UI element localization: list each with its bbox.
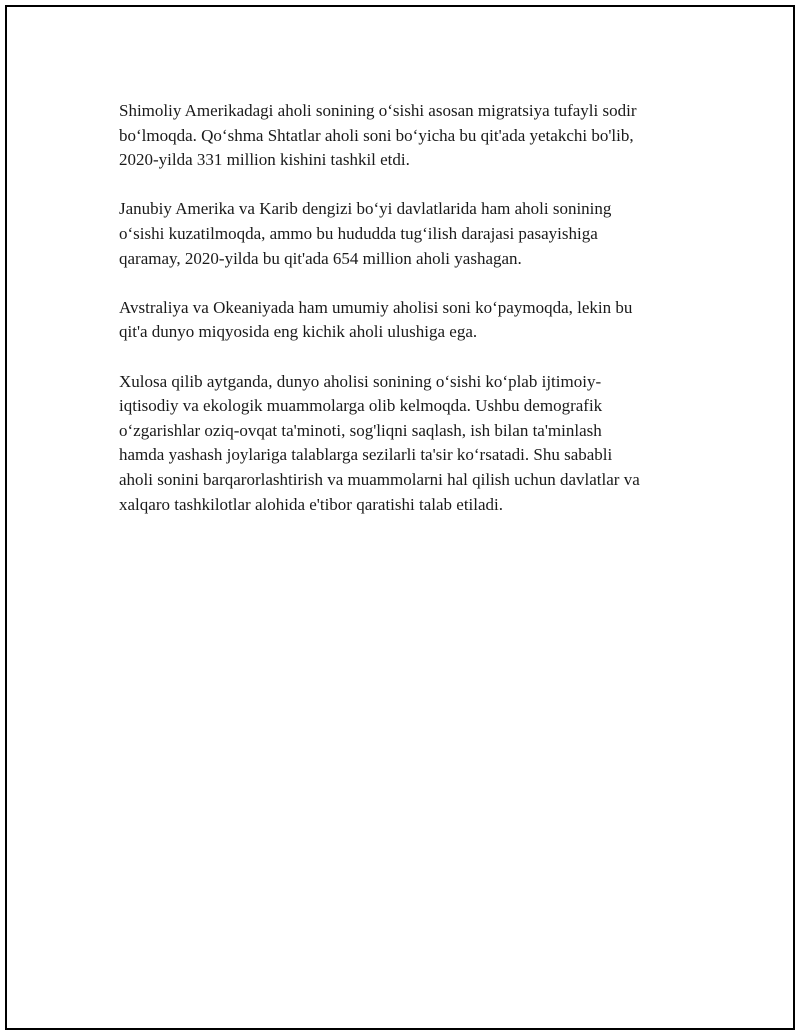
paragraph-conclusion <box>119 370 694 518</box>
paragraph-south-america <box>119 197 694 271</box>
text-line: hamda yashash joylariga talablarga sezilarli ta'sir koʻrsatadi. Shu sababli <box>119 445 613 465</box>
text-line: 2020-yilda 331 million kishini tashkil etdi. <box>119 150 410 170</box>
text-line: oʻsishi kuzatilmoqda, ammo bu hududda tugʻilish darajasi pasayishiga <box>119 223 598 243</box>
paragraph-oceania <box>119 296 694 345</box>
text-line: qaramay, 2020-yilda bu qit'ada 654 million aholi yashagan. <box>119 248 522 268</box>
text-line: qit'a dunyo miqyosida eng kichik aholi ulushiga ega. <box>119 322 478 342</box>
page-border <box>5 5 795 1030</box>
text-line: Avstraliya va Okeaniyada ham umumiy aholisi soni koʻpaymoqda, lekin bu <box>119 297 633 317</box>
text-line: iqtisodiy va ekologik muammolarga olib kelmoqda. Ushbu demografik <box>119 396 603 416</box>
text-line: Xulosa qilib aytganda, dunyo aholisi sonining oʻsishi koʻplab ijtimoiy- <box>119 371 602 391</box>
paragraph-north-america <box>119 99 694 173</box>
text-line: Shimoliy Amerikadagi aholi sonining oʻsishi asosan migratsiya tufayli sodir <box>119 101 637 120</box>
text-line: aholi sonini barqarorlashtirish va muammolarni hal qilish uchun davlatlar va <box>119 469 640 489</box>
text-line: xalqaro tashkilotlar alohida e'tibor qaratishi talab etiladi. <box>119 494 504 514</box>
text-line: boʻlmoqda. Qoʻshma Shtatlar aholi soni boʻyicha bu qit'ada yetakchi bo'lib, <box>119 125 634 145</box>
document-body <box>119 99 694 542</box>
text-line: Janubiy Amerika va Karib dengizi boʻyi davlatlarida ham aholi sonining <box>119 199 612 219</box>
text-line: oʻzgarishlar oziq-ovqat ta'minoti, sog'liqni saqlash, ish bilan ta'minlash <box>119 420 602 440</box>
